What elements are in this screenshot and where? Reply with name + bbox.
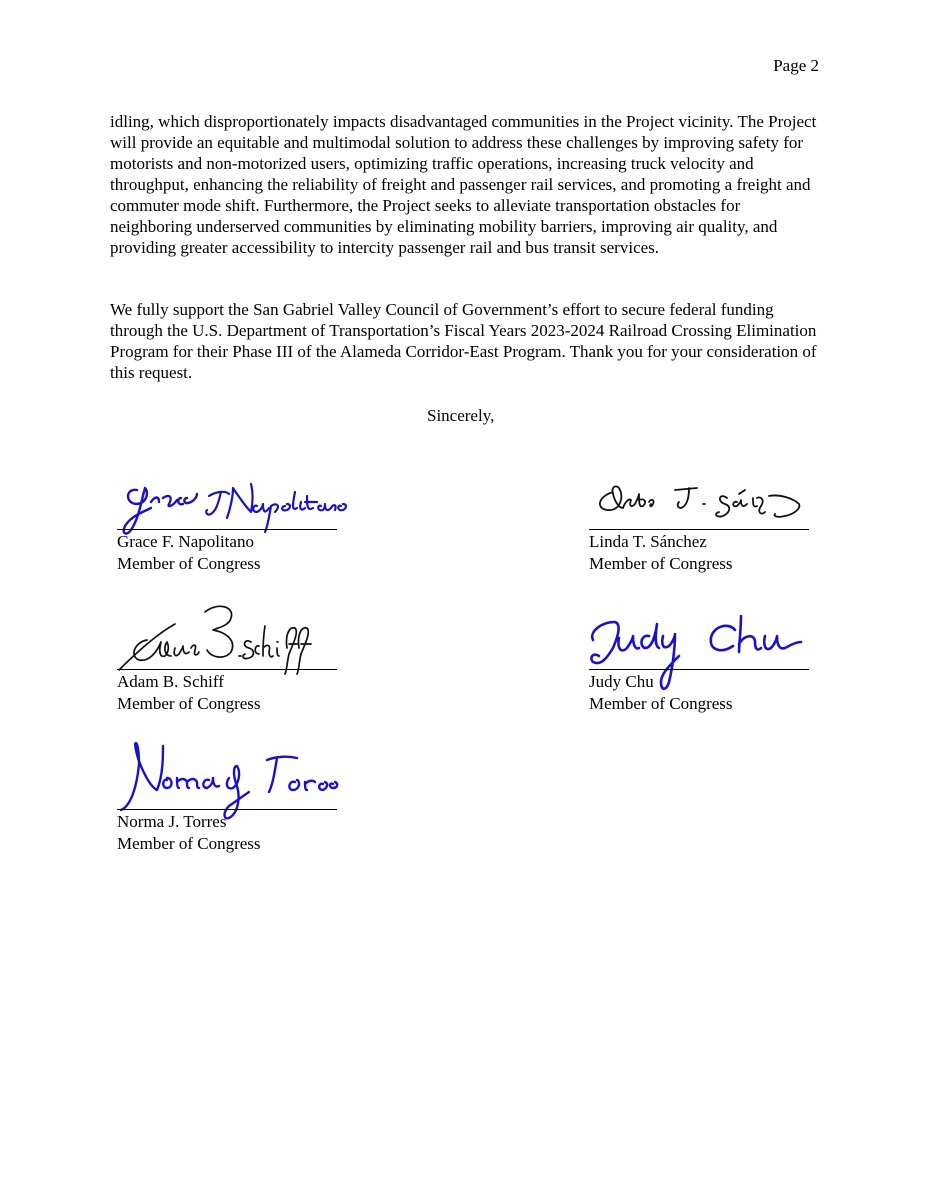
signatory-title: Member of Congress (117, 554, 261, 573)
signature-napolitano-image (117, 446, 339, 530)
signature-block-napolitano (117, 446, 339, 576)
signatory-title: Member of Congress (117, 834, 261, 853)
signature-line (117, 669, 337, 670)
signature-block-chu (589, 586, 811, 716)
signature-line (117, 809, 337, 810)
signatory-name: Grace F. Napolitano (117, 532, 254, 551)
signature-sanchez-image (589, 446, 811, 530)
signature-block-torres (117, 726, 339, 856)
signature-torres-image (117, 726, 339, 810)
signature-block-schiff (117, 586, 339, 716)
signatory-title: Member of Congress (589, 554, 733, 573)
body-paragraph-2: We fully support the San Gabriel Valley Council of Government’s effort to secure federal funding through the U.S. Department of Transportation’s Fiscal Years 2023-2024 Railroad Crossing Elimination Program for their Phase III of the Alameda Corridor-East Program. Thank you for your consideration of this request. (110, 300, 817, 382)
signatory-name: Judy Chu (589, 672, 654, 691)
signature-line (589, 529, 809, 530)
page-number: Page 2 (773, 56, 819, 75)
signature-block-sanchez (589, 446, 811, 576)
signature-schiff-image (117, 586, 339, 670)
signature-chu-image (589, 586, 811, 670)
signatory-title: Member of Congress (117, 694, 261, 713)
signatory-name: Norma J. Torres (117, 812, 227, 831)
closing-salutation: Sincerely, (427, 406, 495, 425)
body-paragraph-1: idling, which disproportionately impacts disadvantaged communities in the Project vicinity. The Project will provide an equitable and multimodal solution to address these challenges by improving safety for motorists and non-motorized users, optimizing traffic operations, increasing truck velocity and throughput, enhancing the reliability of freight and passenger rail services, and promoting a freight and commuter mode shift. Furthermore, the Project seeks to alleviate transportation obstacles for neighboring underserved communities by eliminating mobility barriers, improving air quality, and providing greater accessibility to intercity passenger rail and bus transit services. (110, 112, 817, 257)
signatory-name: Linda T. Sánchez (589, 532, 707, 551)
signature-line (117, 529, 337, 530)
signature-line (589, 669, 809, 670)
signatory-title: Member of Congress (589, 694, 733, 713)
signatory-name: Adam B. Schiff (117, 672, 224, 691)
